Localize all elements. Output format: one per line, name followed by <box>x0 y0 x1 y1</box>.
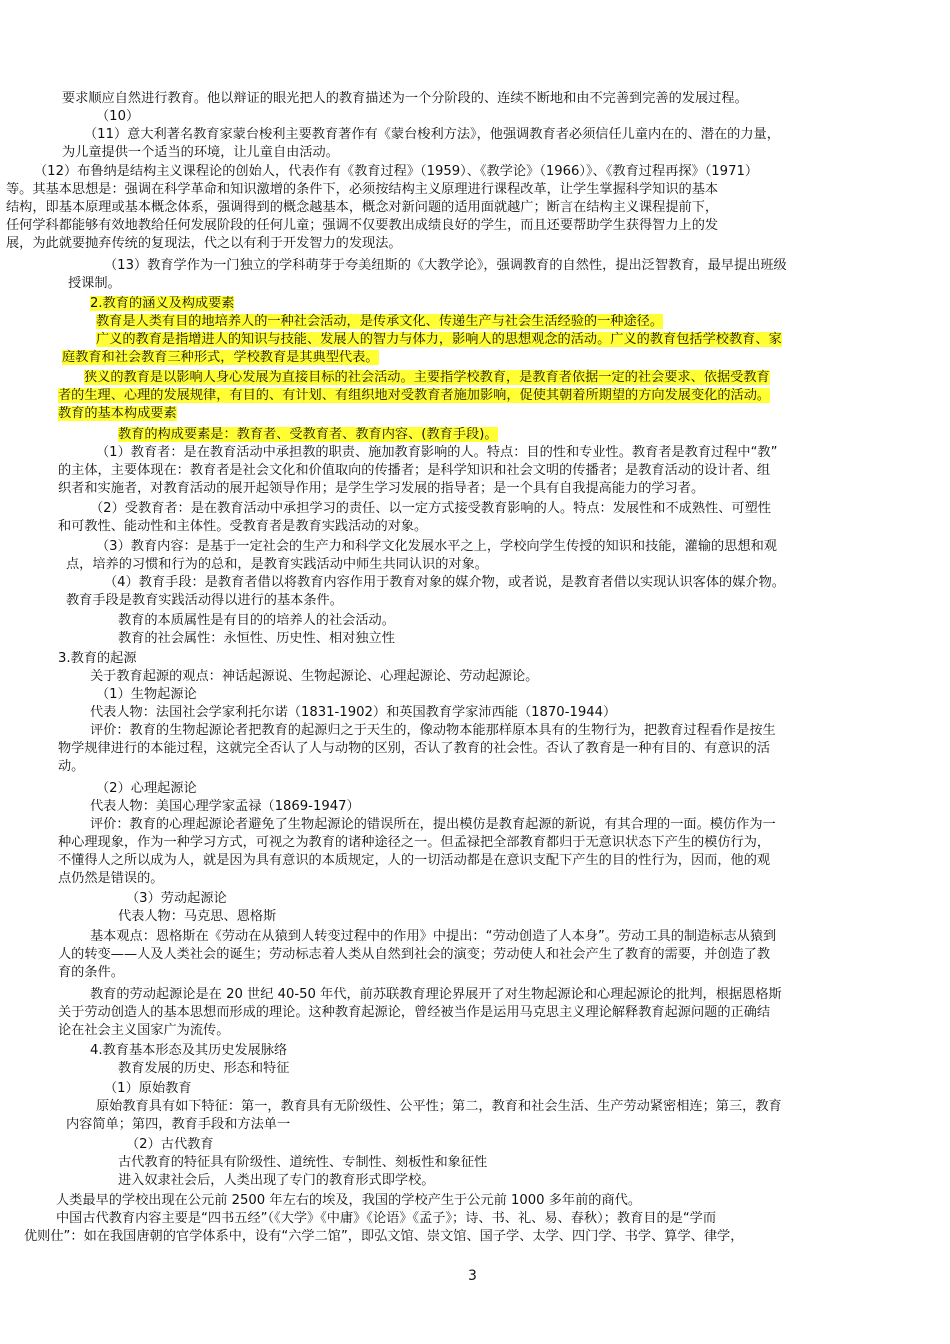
text-line: 和可教性、能动性和主体性。受教育者是教育实践活动的对象。 <box>58 519 428 534</box>
text-line: （1）原始教育 <box>104 1081 192 1096</box>
text-line: （12）布鲁纳是结构主义课程论的创始人，代表作有《教育过程》（1959）、《教学论》（1966）》、《教育过程再探》（1971） <box>34 164 759 179</box>
highlighted-text: 教育的构成要素是：教育者、受教育者、教育内容、(教育手段)。 <box>118 427 498 442</box>
text-line: 教育的本质属性是有目的的培养人的社会活动。 <box>118 613 395 628</box>
highlighted-text: 庭教育和社会教育三种形式，学校教育是其典型代表。 <box>62 350 379 365</box>
text-line: （10） <box>96 109 140 124</box>
text-line: （1）生物起源论 <box>96 687 197 702</box>
text-line: （13）教育学作为一门独立的学科萌芽于夸美纽斯的《大教学论》，强调教育的自然性，提出泛智教育，最早提出班级 <box>104 258 787 273</box>
text-line: 育的条件。 <box>58 965 124 980</box>
highlighted-text: 者的生理、心理的发展规律，有目的、有计划、有组织地对受教育者施加影响，促使其朝着所期望的方向发展变化的活动。 <box>58 388 771 403</box>
text-line: 展，为此就要抛弃传统的复现法，代之以有利于开发智力的发现法。 <box>6 236 402 251</box>
text-line: 要求顺应自然进行教育。他以辩证的眼光把人的教育描述为一个分阶段的、连续不断地和由不完善到完善的发展过程。 <box>62 91 748 106</box>
text-line: 人类最早的学校出现在公元前 2500 年左右的埃及，我国的学校产生于公元前 1000 多年前的商代。 <box>56 1193 642 1208</box>
text-line: 中国古代教育内容主要是“四书五经”（《大学》《中庸》《论语》《孟子》；诗、书、礼、易、春秋）；教育目的是“学而 <box>56 1211 717 1226</box>
text-line: 教育的劳动起源论是在 20 世纪 40-50 年代，前苏联教育理论界展开了对生物起源论和心理起源论的批判，根据恩格斯 <box>90 987 782 1002</box>
text-line: （4）教育手段：是教育者借以将教育内容作用于教育对象的媒介物，或者说，是教育者借以实现认识客体的媒介物。 <box>104 575 785 590</box>
text-line: （1）教育者：是在教育活动中承担教的职责、施加教育影响的人。特点：目的性和专业性。教育者是教育过程中“教” <box>96 445 778 460</box>
text-line: 内容简单；第四，教育手段和方法单一 <box>66 1117 291 1132</box>
text-line: （3）劳动起源论 <box>126 891 227 906</box>
text-line: 结构，即基本原理或基本概念体系，强调得到的概念越基本，概念对新问题的适用面就越广；断言在结构主义课程提前下， <box>6 200 719 215</box>
text-line: 为儿童提供一个适当的环境，让儿童自由活动。 <box>62 145 339 160</box>
text-line: 教育手段是教育实践活动得以进行的基本条件。 <box>66 593 343 608</box>
text-line: 点仍然是错误的。 <box>58 871 164 886</box>
text-line: 原始教育具有如下特征：第一，教育具有无阶级性、公平性；第二，教育和社会生活、生产劳动紧密相连；第三，教育 <box>96 1099 782 1114</box>
text-line <box>84 369 770 387</box>
text-line: 的主体，主要体现在：教育者是社会文化和价值取向的传播者；是科学知识和社会文明的传播者；是教育活动的设计者、组 <box>58 463 771 478</box>
text-line: 代表人物：马克思、恩格斯 <box>118 909 277 924</box>
text-line: 种心理现象，作为一种学习方式，可视之为教育的诸种途径之一。但孟禄把全部教育都归于无意识状态下产生的模仿行为， <box>58 835 771 850</box>
text-line: 不懂得人之所以成为人，就是因为具有意识的本质规定，人的一切活动都是在意识支配下产生的目的性行为，因而，他的观 <box>58 853 771 868</box>
text-line <box>58 387 770 405</box>
text-line: （2）古代教育 <box>126 1137 214 1152</box>
text-line <box>118 426 498 444</box>
text-line <box>96 313 663 331</box>
highlighted-text: 教育是人类有目的地培养人的一种社会活动，是传承文化、传递生产与社会生活经验的一种途径。 <box>96 314 664 329</box>
text-line: 等。其基本思想是：强调在科学革命和知识激增的条件下，必须按结构主义原理进行课程改革，让学生掌握科学知识的基本 <box>6 182 719 197</box>
text-line <box>62 349 379 367</box>
text-line: 关于劳动创造人的基本思想而形成的理论。这种教育起源论，曾经被当作是运用马克思主义理论解释教育起源问题的正确结 <box>58 1005 771 1020</box>
text-line: 织者和实施者，对教育活动的展开起领导作用；是学生学习发展的指导者；是一个具有自我提高能力的学习者。 <box>58 481 705 496</box>
section-heading: 3.教育的起源 <box>58 651 137 666</box>
text-line: 基本观点：恩格斯在《劳动在从猿到人转变过程中的作用》中提出：“劳动创造了人本身”。劳动工具的制造标志从猿到 <box>90 929 777 944</box>
text-line: 教育的社会属性：永恒性、历史性、相对独立性 <box>118 631 395 646</box>
highlighted-text: 教育的基本构成要素 <box>58 406 177 421</box>
text-line: 评价：教育的生物起源论者把教育的起源归之于天生的，像动物本能那样原本具有的生物行为，把教育过程看作是按生 <box>90 723 776 738</box>
highlighted-text: 狭义的教育是以影响人身心发展为直接目标的社会活动。主要指学校教育，是教育者依据一定的社会要求、依据受教育 <box>84 370 770 385</box>
text-line: 古代教育的特征具有阶级性、道统性、专制性、刻板性和象征性 <box>118 1155 488 1170</box>
text-line: 点，培养的习惯和行为的总和，是教育实践活动中师生共同认识的对象。 <box>66 557 488 572</box>
text-line: （3）教育内容：是基于一定社会的生产力和科学文化发展水平之上，学校向学生传授的知识和技能，灌输的思想和观 <box>96 539 777 554</box>
text-line: 代表人物：法国社会学家利托尔诺（1831-1902）和英国教育学家沛西能（1870-1944） <box>90 705 617 720</box>
text-line: 物学规律进行的本能过程，这就完全否认了人与动物的区别，否认了教育的社会性。否认了教育是一种有目的、有意识的活 <box>58 741 771 756</box>
text-line: 动。 <box>58 759 85 774</box>
text-line: 关于教育起源的观点：神话起源说、生物起源论、心理起源论、劳动起源论。 <box>90 669 539 684</box>
text-line: （11）意大利著名教育家蒙台梭利主要教育著作有《蒙台梭利方法》，他强调教育者必须信任儿童内在的、潜在的力量， <box>84 127 780 142</box>
page-number: 3 <box>468 1268 477 1284</box>
text-line: 任何学科都能够有效地教给任何发展阶段的任何儿童；强调不仅要教出成绩良好的学生，而且还要帮助学生获得智力上的发 <box>6 218 719 233</box>
section-heading <box>90 295 234 313</box>
text-line: 进入奴隶社会后，人类出现了专门的教育形式即学校。 <box>118 1173 435 1188</box>
text-line: 评价：教育的心理起源论者避免了生物起源论的错误所在，提出模仿是教育起源的新说，有其合理的一面。模仿作为一 <box>90 817 776 832</box>
text-line: （2）心理起源论 <box>96 781 197 796</box>
text-line: 论在社会主义国家广为流传。 <box>58 1023 230 1038</box>
text-line: 优则仕”：如在我国唐朝的官学体系中，设有“六学二馆”，即弘文馆、崇文馆、国子学、太学、四门学、书学、算学、律学， <box>24 1229 744 1244</box>
highlighted-text: 广义的教育是指增进人的知识与技能、发展人的智力与体力，影响人的思想观念的活动。广义的教育包括学校教育、家 <box>96 332 782 347</box>
section-heading <box>58 405 177 423</box>
text-line: 人的转变——人及人类社会的诞生；劳动标志着人类从自然到社会的演变；劳动使人和社会产生了教育的需要，并创造了教 <box>58 947 771 962</box>
highlighted-text: 2.教育的涵义及构成要素 <box>90 296 235 311</box>
text-line: （2）受教育者：是在教育活动中承担学习的责任、以一定方式接受教育影响的人。特点：发展性和不成熟性、可塑性 <box>90 501 771 516</box>
section-heading: 4.教育基本形态及其历史发展脉络 <box>90 1043 288 1058</box>
text-line <box>96 331 782 349</box>
text-line: 代表人物：美国心理学家孟禄（1869-1947） <box>90 799 360 814</box>
text-line: 教育发展的历史、形态和特征 <box>118 1061 290 1076</box>
text-line: 授课制。 <box>68 276 121 291</box>
